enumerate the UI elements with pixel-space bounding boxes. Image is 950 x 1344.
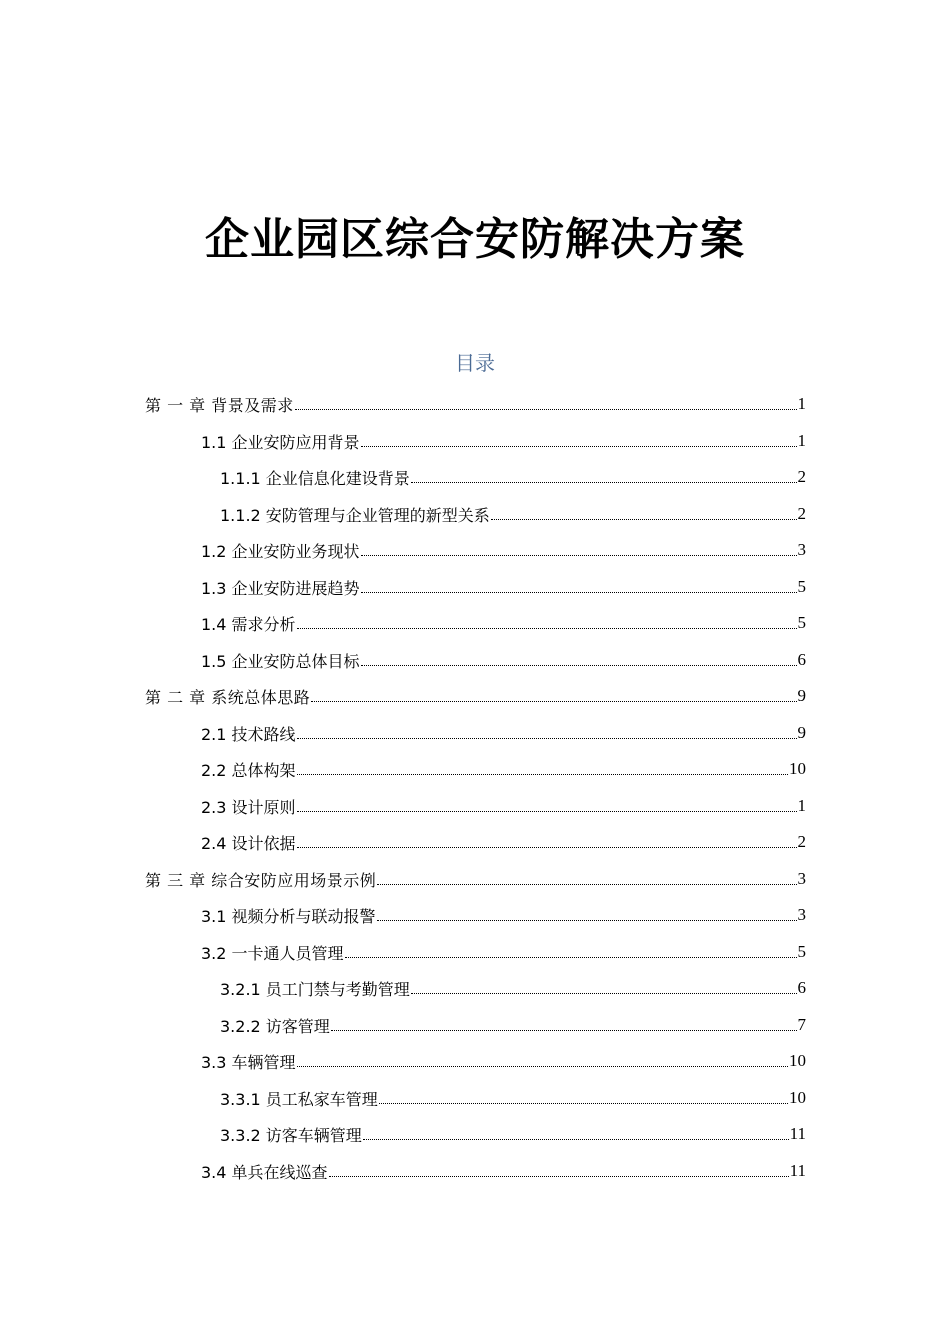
- toc-entry[interactable]: [201, 934, 806, 970]
- toc-dot-leader: [297, 811, 797, 812]
- toc-entry[interactable]: [145, 861, 806, 897]
- toc-entry-label: 1.1.1 企业信息化建设背景: [220, 468, 410, 488]
- toc-dot-leader: [345, 957, 797, 958]
- toc-entry[interactable]: [220, 1007, 806, 1043]
- toc-dot-leader: [295, 409, 797, 410]
- toc-dot-leader: [361, 446, 797, 447]
- toc-entry-label: 1.3 企业安防进展趋势: [201, 578, 360, 598]
- toc-entry-label: 3.3.1 员工私家车管理: [220, 1089, 378, 1109]
- toc-dot-leader: [297, 628, 797, 629]
- toc-entry[interactable]: [220, 459, 806, 495]
- toc-entry[interactable]: [145, 678, 806, 714]
- toc-entry-page-number: 1: [797, 431, 806, 450]
- toc-entry[interactable]: [201, 715, 806, 751]
- toc-entry-page-number: 11: [789, 1161, 806, 1180]
- toc-entry-label: 1.5 企业安防总体目标: [201, 651, 360, 671]
- toc-entry-label: 第 三 章 综合安防应用场景示例: [145, 870, 377, 890]
- toc-entry-page-number: 5: [797, 613, 806, 632]
- toc-entry-page-number: 5: [797, 577, 806, 596]
- toc-entry-page-number: 2: [797, 504, 806, 523]
- toc-entry-page-number: 10: [789, 1088, 806, 1107]
- toc-entry-page-number: 5: [797, 942, 806, 961]
- toc-dot-leader: [363, 1139, 789, 1140]
- toc-entry-page-number: 6: [797, 978, 806, 997]
- toc-entry[interactable]: [201, 788, 806, 824]
- toc-entry-page-number: 9: [797, 686, 806, 705]
- toc-entry-label: 3.2.1 员工门禁与考勤管理: [220, 979, 410, 999]
- toc-entry-label: 1.1 企业安防应用背景: [201, 432, 360, 452]
- toc-dot-leader: [331, 1030, 797, 1031]
- toc-entry-label: 第 一 章 背景及需求: [145, 395, 294, 415]
- toc-entry[interactable]: [220, 1080, 806, 1116]
- toc-dot-leader: [377, 884, 796, 885]
- toc-entry-page-number: 1: [797, 394, 806, 413]
- toc-entry-page-number: 3: [797, 869, 806, 888]
- toc-entry[interactable]: [201, 532, 806, 568]
- toc-entry-page-number: 1: [797, 796, 806, 815]
- toc-entry-label: 2.3 设计原则: [201, 797, 296, 817]
- toc-dot-leader: [329, 1176, 789, 1177]
- toc-entry-page-number: 2: [797, 467, 806, 486]
- toc-entry-label: 1.1.2 安防管理与企业管理的新型关系: [220, 505, 490, 525]
- toc-entry-page-number: 11: [789, 1124, 806, 1143]
- toc-entry[interactable]: [201, 642, 806, 678]
- toc-dot-leader: [361, 592, 797, 593]
- toc-dot-leader: [361, 555, 797, 556]
- toc-entry-label: 3.4 单兵在线巡查: [201, 1162, 328, 1182]
- toc-entry-page-number: 2: [797, 832, 806, 851]
- toc-entry-page-number: 3: [797, 540, 806, 559]
- toc-entry[interactable]: [220, 496, 806, 532]
- toc-entry-label: 3.1 视频分析与联动报警: [201, 906, 376, 926]
- toc-entry-label: 3.2 一卡通人员管理: [201, 943, 344, 963]
- toc-entry[interactable]: [201, 569, 806, 605]
- toc-entry-label: 1.2 企业安防业务现状: [201, 541, 360, 561]
- toc-entry[interactable]: [201, 605, 806, 641]
- toc-entry[interactable]: [201, 824, 806, 860]
- toc-dot-leader: [361, 665, 797, 666]
- toc-entry-page-number: 10: [789, 759, 806, 778]
- toc-entry-label: 3.3 车辆管理: [201, 1052, 296, 1072]
- toc-entry[interactable]: [201, 1043, 806, 1079]
- toc-entry-label: 3.2.2 访客管理: [220, 1016, 330, 1036]
- toc-dot-leader: [297, 1066, 788, 1067]
- toc-dot-leader: [377, 920, 797, 921]
- toc-dot-leader: [297, 774, 788, 775]
- toc-entry-label: 2.2 总体构架: [201, 760, 296, 780]
- toc-entry[interactable]: [201, 423, 806, 459]
- toc-entry[interactable]: [220, 1116, 806, 1152]
- toc-entry[interactable]: [201, 1153, 806, 1189]
- toc-dot-leader: [297, 738, 797, 739]
- toc-entry-label: 3.3.2 访客车辆管理: [220, 1125, 362, 1145]
- toc-entry-label: 2.4 设计依据: [201, 833, 296, 853]
- toc-dot-leader: [379, 1103, 788, 1104]
- toc-entry[interactable]: [201, 897, 806, 933]
- toc-entry-page-number: 3: [797, 905, 806, 924]
- toc-entry-page-number: 7: [797, 1015, 806, 1034]
- toc-dot-leader: [411, 482, 797, 483]
- toc-dot-leader: [411, 993, 797, 994]
- toc-entry[interactable]: [201, 751, 806, 787]
- toc-entry[interactable]: [145, 386, 806, 422]
- toc-entry-label: 2.1 技术路线: [201, 724, 296, 744]
- toc-entry-page-number: 9: [797, 723, 806, 742]
- toc-entry-page-number: 10: [789, 1051, 806, 1070]
- toc-dot-leader: [297, 847, 797, 848]
- toc-entry-page-number: 6: [797, 650, 806, 669]
- toc-entry-label: 1.4 需求分析: [201, 614, 296, 634]
- document-title: 企业园区综合安防解决方案: [205, 214, 745, 265]
- toc-heading: 目录: [455, 351, 495, 375]
- toc-entry[interactable]: [220, 970, 806, 1006]
- toc-dot-leader: [491, 519, 797, 520]
- toc-dot-leader: [311, 701, 796, 702]
- toc-entry-label: 第 二 章 系统总体思路: [145, 687, 311, 707]
